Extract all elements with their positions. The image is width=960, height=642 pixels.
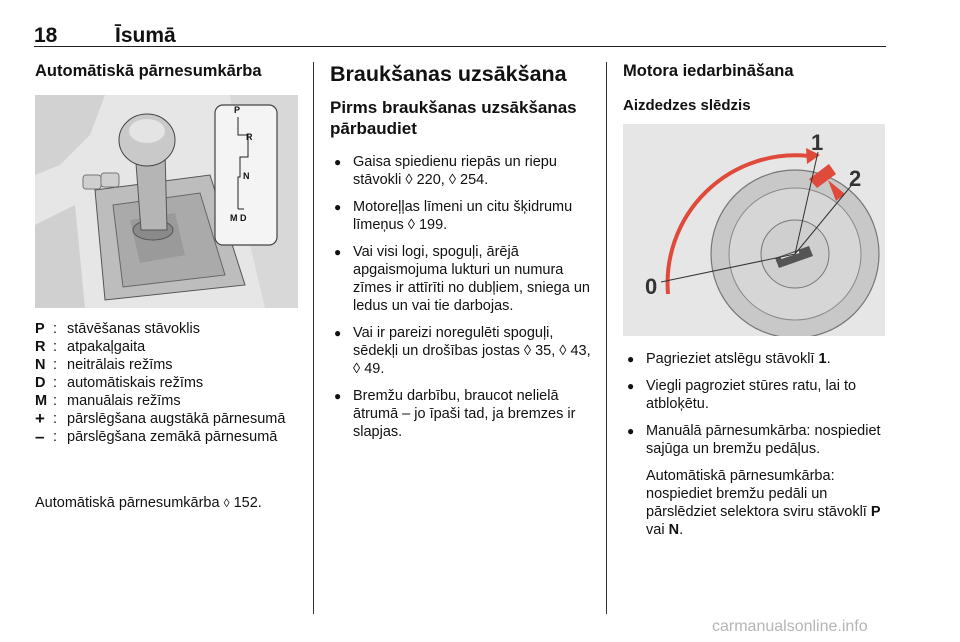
- bullet-icon: ●: [334, 245, 342, 259]
- column-transmission: [35, 62, 300, 81]
- bullet-icon: ●: [627, 424, 635, 438]
- watermark: carmanualsonline.info: [712, 618, 868, 635]
- gear-label-r: R: [246, 132, 253, 142]
- gear-selector-drawing: [35, 95, 298, 308]
- transmission-page-reference: Automātiskā pārnesumkārba ◊ 152.: [35, 495, 262, 511]
- engine-start-steps: [623, 350, 888, 539]
- list-item: ● Bremžu darbību, braucot nelielā ātrumā – jo īpaši tad, ja bremzes ir slapjas.: [334, 388, 576, 440]
- list-item: ● Gaisa spiedienu riepās un riepu stāvokli ◊ 220, ◊ 254.: [334, 154, 557, 188]
- gear-label-p: P: [234, 105, 241, 115]
- bullet-icon: ●: [334, 389, 342, 403]
- bullet-icon: ●: [627, 352, 635, 366]
- ignition-switch-illustration: [623, 124, 885, 336]
- checklist: [330, 153, 592, 441]
- column-divider: [313, 62, 314, 614]
- list-item: ● Vai ir pareizi noregulēti spoguļi, sēdekļi un drošības jostas ◊ 35, ◊ 43, ◊ 49.: [334, 325, 591, 377]
- list-item: ● Viegli pagroziet stūres ratu, lai to atbloķētu.: [627, 378, 857, 412]
- steps-list: [623, 350, 888, 458]
- bullet-icon: ●: [627, 379, 635, 393]
- reference-arrow-icon: ◊: [223, 496, 230, 510]
- section-title-driving: Braukšanas uzsākšana: [330, 62, 567, 86]
- list-item: ● Pagrieziet atslēgu stāvoklī 1.: [627, 351, 831, 367]
- gear-label-n: N: [243, 171, 250, 181]
- legend-row: P : stāvēšanas stāvoklis: [35, 321, 200, 337]
- subsection-title-ignition: Aizdedzes slēdzis: [623, 97, 751, 114]
- position-label-0: 0: [645, 274, 658, 299]
- list-item: ● Motoreļļas līmeni un citu šķidrumu līmeņus ◊ 199.: [334, 199, 573, 233]
- reference-link[interactable]: 152.: [233, 495, 262, 511]
- gear-label-md: M D: [230, 213, 247, 223]
- column-divider: [606, 62, 607, 614]
- page-header: [34, 16, 886, 47]
- legend-row: N : neitrālais režīms: [35, 357, 173, 373]
- subsection-title-checks: Pirms braukšanas uzsākšanas pārbaudiet: [330, 98, 577, 138]
- legend-row: D : automātiskais režīms: [35, 375, 204, 391]
- bullet-icon: ●: [334, 200, 342, 214]
- legend-row: R : atpakaļgaita: [35, 339, 146, 355]
- list-item: ● Vai visi logi, spoguļi, ārējā apgaismojuma lukturi un numura zīmes ir attīrīti no dubļiem, sniega un ledus un vai tie darbojas.: [334, 244, 590, 314]
- column-engine-start: [623, 62, 888, 114]
- gear-legend: [35, 320, 300, 446]
- automatic-transmission-note: Automātiskā pārnesumkārba: nospiediet bremžu pedāli un pārslēdziet selektora sviru stāvoklī P vai N.: [646, 468, 881, 538]
- list-item: ● Manuālā pārnesumkārba: nospiediet sajūga un bremžu pedāļus.: [627, 423, 881, 457]
- legend-row: M : manuālais režīms: [35, 393, 181, 409]
- chapter-title: Īsumā: [115, 24, 176, 47]
- gear-selector-illustration: [35, 95, 298, 308]
- bullet-icon: ●: [334, 155, 342, 169]
- bullet-icon: ●: [334, 326, 342, 340]
- legend-row: – : pārslēgšana zemākā pārnesumā: [35, 427, 278, 446]
- position-label-2: 2: [849, 166, 862, 191]
- legend-row: + : pārslēgšana augstākā pārnesumā: [35, 409, 286, 428]
- section-title-transmission: Automātiskā pārnesumkārba: [35, 62, 262, 80]
- column-driving: [330, 62, 592, 450]
- page-number: 18: [34, 24, 58, 47]
- section-title-engine-start: Motora iedarbināšana: [623, 62, 794, 80]
- position-label-1: 1: [811, 130, 824, 155]
- ignition-switch-drawing: [623, 124, 885, 336]
